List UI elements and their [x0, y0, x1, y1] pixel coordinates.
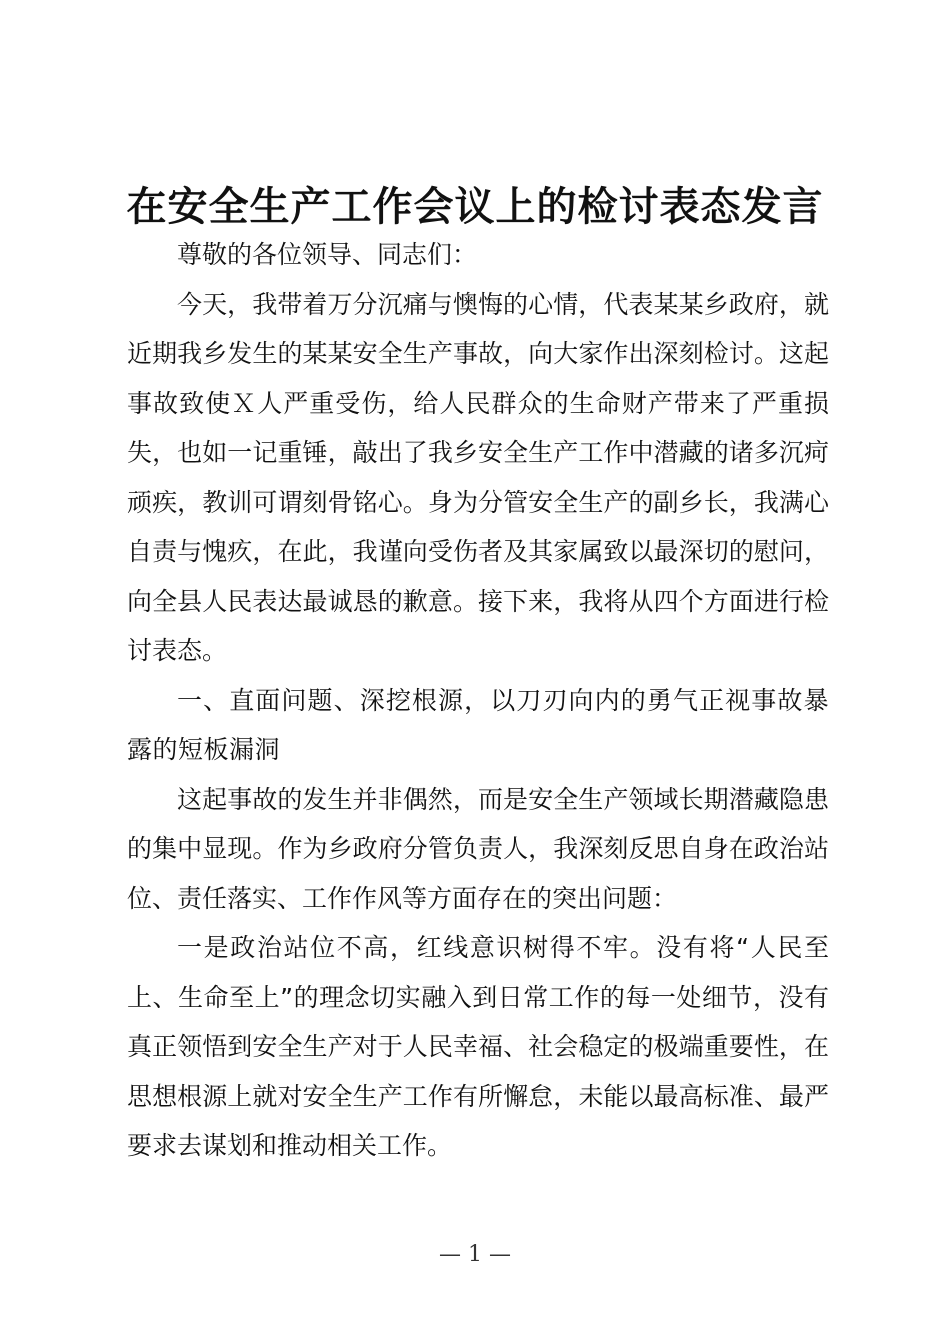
intro-paragraph: 今天，我带着万分沉痛与懊悔的心情，代表某某乡政府，就近期我乡发生的某某安全生产事故，向大家作出深刻检讨。这起事故致使Ｘ人严重受伤，给人民群众的生命财产带来了严重损失，也如一记重锤，敲出了我乡安全生产工作中潜藏的诸多沉疴顽疾，教训可谓刻骨铭心。身为分管安全生产的副乡长，我满心自责与愧疚，在此，我谨向受伤者及其家属致以最深切的慰问，向全县人民表达最诚恳的歉意。接下来，我将从四个方面进行检讨表态。 — [127, 289, 829, 665]
page-number: — 1 — — [439, 1242, 511, 1267]
section-heading-1: 一、直面问题、深挖根源，以刀刃向内的勇气正视事故暴露的短板漏洞 — [127, 685, 829, 764]
salutation: 尊敬的各位领导、同志们： — [177, 240, 478, 269]
point-1-paragraph: 一是政治站位不高，红线意识树得不牢。没有将“人民至上、生命至上”的理念切实融入到日常工作的每一处细节，没有真正领悟到安全生产对于人民幸福、社会稳定的极端重要性，在思想根源上就对安全生产工作有所懈怠，未能以最高标准、最严要求去谋划和推动相关工作。 — [127, 933, 829, 1160]
document-title: 在安全生产工作会议上的检讨表态发言 — [126, 183, 824, 230]
section-1-paragraph: 这起事故的发生并非偶然，而是安全生产领域长期潜藏隐患的集中显现。作为乡政府分管负责人，我深刻反思自身在政治站位、责任落实、工作作风等方面存在的突出问题： — [127, 784, 829, 913]
document-body — [127, 230, 829, 1171]
